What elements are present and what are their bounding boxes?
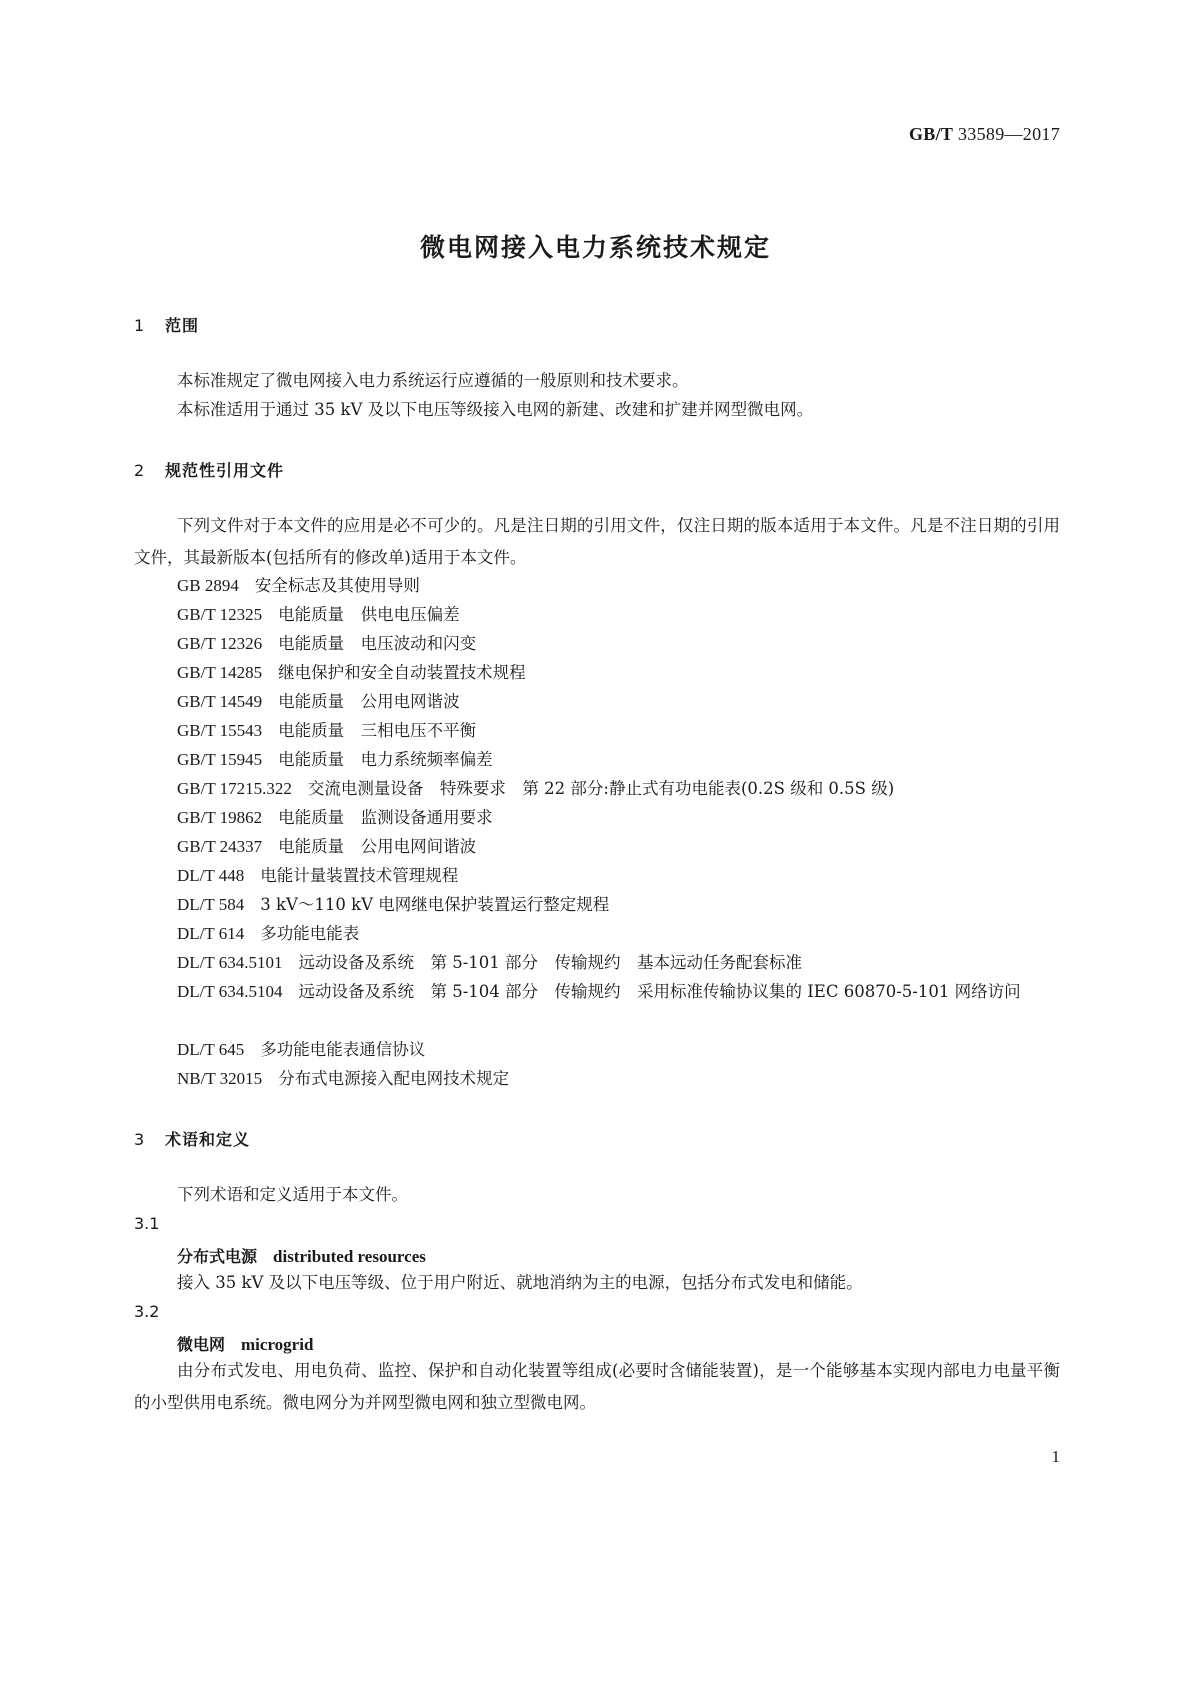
standard-prefix: GB/T	[908, 124, 954, 144]
reference-code: GB/T 12326	[177, 634, 263, 653]
section-number: 1	[134, 316, 146, 335]
reference-code: DL/T 645	[177, 1040, 245, 1059]
section-title: 规范性引用文件	[165, 461, 285, 480]
reference-code: GB/T 15945	[177, 750, 263, 769]
reference-title: 电能质量 公用电网谐波	[278, 692, 460, 711]
reference-item	[177, 836, 476, 858]
reference-item	[177, 952, 802, 974]
scope-paragraph: 本标准适用于通过 35 kV 及以下电压等级接入电网的新建、改建和扩建并网型微电网。	[177, 400, 814, 419]
term-definition: 由分布式发电、用电负荷、监控、保护和自动化装置等组成(必要时含储能装置)，是一个能够基本实现内部电力电量平衡的小型供用电系统。微电网分为并网型微电网和独立型微电网。	[134, 1361, 1060, 1412]
reference-code: GB/T 14549	[177, 692, 263, 711]
reference-code: GB/T 15543	[177, 721, 263, 740]
section-2-heading	[134, 458, 284, 481]
reference-code: DL/T 614	[177, 924, 245, 943]
term-en: microgrid	[241, 1335, 314, 1354]
terms-intro: 下列术语和定义适用于本文件。	[177, 1185, 408, 1204]
reference-title: 电能质量 监测设备通用要求	[278, 808, 493, 827]
reference-code: GB/T 12325	[177, 605, 263, 624]
reference-item	[177, 1068, 509, 1090]
reference-code: GB 2894	[177, 576, 239, 595]
reference-title: 电能质量 三相电压不平衡	[278, 721, 477, 740]
reference-code: DL/T 584	[177, 895, 245, 914]
scope-paragraph: 本标准规定了微电网接入电力系统运行应遵循的一般原则和技术要求。	[177, 371, 689, 390]
reference-item	[177, 923, 359, 945]
reference-title: 电能质量 供电电压偏差	[278, 605, 460, 624]
reference-code: DL/T 448	[177, 866, 245, 885]
reference-item	[177, 894, 609, 916]
reference-item	[177, 575, 420, 597]
reference-code: GB/T 24337	[177, 837, 263, 856]
term-definition: 接入 35 kV 及以下电压等级、位于用户附近、就地消纳为主的电源，包括分布式发电和储能。	[177, 1273, 863, 1292]
reference-item	[177, 604, 460, 626]
reference-item	[177, 865, 458, 887]
reference-item	[177, 778, 894, 800]
section-number: 2	[134, 461, 146, 480]
term-name	[177, 1332, 313, 1355]
reference-item	[177, 691, 460, 713]
section-title: 术语和定义	[165, 1130, 251, 1149]
reference-item	[177, 807, 493, 829]
term-zh: 微电网	[177, 1335, 226, 1354]
reference-title: 远动设备及系统 第 5-101 部分 传输规约 基本远动任务配套标准	[298, 953, 803, 972]
section-1-heading	[134, 313, 199, 336]
reference-title: 交流电测量设备 特殊要求 第 22 部分:静止式有功电能表(0.2S 级和 0.5S 级)	[307, 779, 895, 798]
reference-code: GB/T 17215.322	[177, 779, 292, 798]
reference-item	[177, 1039, 425, 1061]
term-number: 3.2	[134, 1302, 160, 1321]
reference-title: 电能质量 公用电网间谐波	[278, 837, 477, 856]
section-3-heading	[134, 1127, 250, 1150]
reference-title: 远动设备及系统 第 5-104 部分 传输规约 采用标准传输协议集的 IEC 60870-5-101 网络访问	[298, 982, 1021, 1001]
reference-title: 继电保护和安全自动装置技术规程	[278, 663, 526, 682]
standard-number: 33589—2017	[958, 124, 1060, 144]
reference-title: 电能质量 电力系统频率偏差	[278, 750, 493, 769]
reference-code: DL/T 634.5104	[177, 982, 283, 1001]
reference-item	[177, 720, 476, 742]
reference-title: 多功能电能表	[260, 924, 360, 943]
reference-code: DL/T 634.5101	[177, 953, 283, 972]
term-en: distributed resources	[273, 1247, 426, 1266]
reference-code: NB/T 32015	[177, 1069, 263, 1088]
reference-title: 分布式电源接入配电网技术规定	[278, 1069, 510, 1088]
standard-number-header	[909, 124, 1060, 145]
page-number: 1	[1051, 1447, 1060, 1466]
reference-title: 安全标志及其使用导则	[254, 576, 420, 595]
term-zh: 分布式电源	[177, 1247, 258, 1266]
reference-item	[177, 749, 493, 771]
reference-title: 多功能电能表通信协议	[260, 1040, 426, 1059]
normative-references-intro: 下列文件对于本文件的应用是必不可少的。凡是注日期的引用文件，仅注日期的版本适用于本文件。凡是不注日期的引用文件，其最新版本(包括所有的修改单)适用于本文件。	[134, 516, 1060, 567]
section-title: 范围	[165, 316, 200, 335]
reference-title: 电能计量装置技术管理规程	[260, 866, 459, 885]
section-number: 3	[134, 1130, 146, 1149]
reference-item	[177, 633, 476, 655]
term-number: 3.1	[134, 1214, 160, 1233]
document-title: 微电网接入电力系统技术规定	[419, 233, 771, 262]
reference-item	[177, 662, 526, 684]
term-name	[177, 1244, 426, 1267]
reference-title: 3 kV～110 kV 电网继电保护装置运行整定规程	[260, 895, 610, 914]
reference-title: 电能质量 电压波动和闪变	[278, 634, 477, 653]
reference-item	[134, 976, 1060, 1008]
reference-code: GB/T 19862	[177, 808, 263, 827]
reference-code: GB/T 14285	[177, 663, 263, 682]
